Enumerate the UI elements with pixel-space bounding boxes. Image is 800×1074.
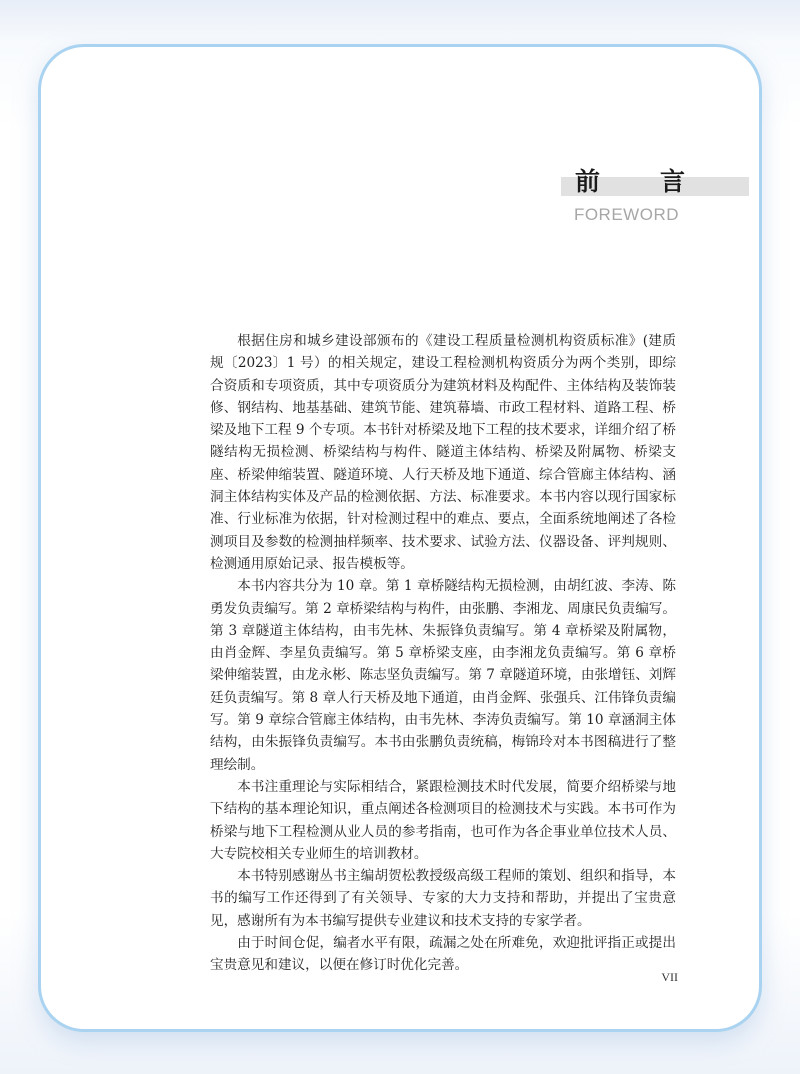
paragraph-4: 本书特别感谢丛书主编胡贺松教授级高级工程师的策划、组织和指导，本书的编写工作还得到了有关领导、专家的大力支持和帮助，并提出了宝贵意见，感谢所有为本书编写提供专业建议和技术支持的专家学者。 xyxy=(210,868,676,929)
top-glow xyxy=(0,0,800,40)
page-title-char-2: 言 xyxy=(659,167,685,196)
page-title xyxy=(575,163,685,197)
paragraph-5: 由于时间仓促，编者水平有限，疏漏之处在所难免，欢迎批评指正或提出宝贵意见和建议，以便在修订时优化完善。 xyxy=(210,935,676,974)
paragraph-2: 本书内容共分为 10 章。第 1 章桥隧结构无损检测，由胡红波、李涛、陈勇发负责编写。第 2 章桥梁结构与构件，由张鹏、李湘龙、周康民负责编写。第 3 章隧道主体结构，由韦先林、朱振锋负责编写。第 4 章桥梁及附属物，由肖金辉、李星负责编写。第 5 章桥梁支座，由李湘龙负责编写。第 6 章桥梁伸缩装置，由龙永彬、陈志坚负责编写。第 7 章隧道环境，由张增钰、刘辉廷负责编写。第 8 章人行天桥及地下通道，由肖金辉、张强兵、江伟锋负责编写。第 9 章综合管廊主体结构，由韦先林、李涛负责编写。第 10 章涵洞主体结构，由朱振锋负责编写。本书由张鹏负责统稿，梅锦玲对本书图稿进行了整理绘制。 xyxy=(210,578,676,773)
paragraph-1: 根据住房和城乡建设部颁布的《建设工程质量检测机构资质标准》(建质规〔2023〕1 号）的相关规定，建设工程检测机构资质分为两个类别，即综合资质和专项资质，其中专项资质分为建筑材料及构配件、主体结构及装饰装修、钢结构、地基基础、建筑节能、建筑幕墙、市政工程材料、道路工程、桥梁及地下工程 9 个专项。本书针对桥梁及地下工程的技术要求，详细介绍了桥隧结构无损检测、桥梁结构与构件、隧道主体结构、桥梁及附属物、桥梁支座、桥梁伸缩装置、隧道环境、人行天桥及地下通道、综合管廊主体结构、涵洞主体结构实体及产品的检测依据、方法、标准要求。本书内容以现行国家标准、行业标准为依据，针对检测过程中的难点、要点，全面系统地阐述了各检测项目及参数的检测抽样频率、技术要求、试验方法、仪器设备、评判规则、检测通用原始记录、报告模板等。 xyxy=(210,333,676,572)
paragraph-3: 本书注重理论与实际相结合，紧跟检测技术时代发展，简要介绍桥梁与地下结构的基本理论知识，重点阐述各检测项目的检测技术与实践。本书可作为桥梁与地下工程检测从业人员的参考指南，也可作为各企事业单位技术人员、大专院校相关专业师生的培训教材。 xyxy=(210,778,676,862)
foreword-body xyxy=(210,330,676,977)
page-title-char-1: 前 xyxy=(575,167,601,196)
page-number: VII xyxy=(661,970,678,984)
page-subtitle-english: FOREWORD xyxy=(573,205,679,224)
